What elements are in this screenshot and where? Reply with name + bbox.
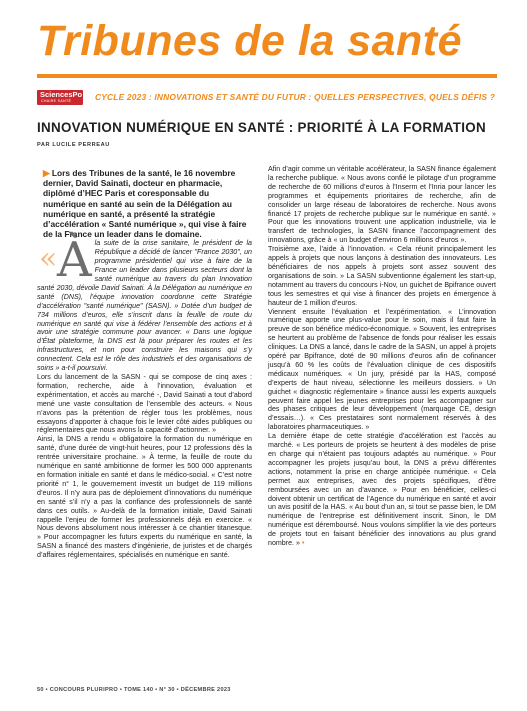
masthead: [37, 16, 497, 74]
left-column: [37, 168, 252, 560]
paragraph: Afin d’agir comme un véritable accélérateur, la SASN finance également la recherche publique. « Nous avons confié le pilotage d’un programme de recherche de 60 millions d’euros à l’Inserm et l’Inria pour lancer les programmes et équipements prioritaires de recherche, afin de consolider un large réseau de laboratoires de recherche. Nous avons financé 17 projets de recherche publique sur le numérique en santé. » Pour que les innovations trouvent une application industrielle, via le transfert de technologies, la SASN finance l’accompagnement des innovations, grâce à « un budget d’environ 6 millions d’euros ».: [268, 165, 496, 245]
intro-text: la suite de la crise sanitaire, le président de la République a décidé de lancer "France 2030", un programme présidentiel qui vise à faire de la France un leader dans plusieurs secteurs dont la santé numérique au travers du plan Innovation santé 2030, dévoile David Sainati. À la Délégation au numérique en santé (DNS), l’équipe innovation coordonne cette Stratégie d’accélération "santé numérique" (SASN). »: [37, 239, 252, 310]
end-mark: •: [301, 539, 305, 548]
paragraph: Lors du lancement de la SASN - qui se compose de cinq axes : formation, recherche, aide à l’innovation, évaluation et expérimentation, et accès au marché -, David Sainati a tout d’abord mené une vaste consultation de l’ensemble des acteurs. « Nous n’avons pas la prétention de régler tous les problèmes, nous essayons d’apporter à chaque fois le levier côté aides publiques ou réglementaires que nous avons la capacité d’actionner. »: [37, 373, 252, 435]
arrow-icon: ▶: [43, 168, 50, 178]
masthead-rule: [37, 74, 497, 78]
cycle-row: [37, 90, 497, 106]
open-quote-mark: «: [39, 241, 58, 277]
paragraph-text: La dernière étape de cette stratégie d’accélération est l’accès au marché. « Les porteurs de projets se heurtent à des modèles de prise en charge qui n’étaient pas toujours adaptés au numérique. » Pour accompagner les projets jusqu’au bout, la DNS a prévu différentes actions, notamment la prise en charge anticipée numérique. « Cela permet aux entreprises, avec des projets spécifiques, d’être remboursées avec un an d’avance. » Pour en bénéficier, celles-ci doivent obtenir un certificat de l’Agence du numérique en santé et avoir un avis positif de la HAS. « Au bout d’un an, si tout se passe bien, le DM numérique de l’entreprise est définitivement inscrit. Sinon, le DM numérique est déremboursé. Nous voulons simplifier la vie des porteurs de projets tout en faisant bénéficier des innovations au plus grand nombre. »: [268, 432, 496, 548]
intro-block: [37, 232, 252, 373]
sciencespo-logo: [37, 90, 83, 105]
paragraph: Viennent ensuite l’évaluation et l’expérimentation. « L’innovation numérique apporte une plus-value pour le soin, mais il faut faire la preuve de son bénéfice médico-économique. » Souvent, les entreprises se heurtent au problème de l’absence de fonds pour réaliser les essais cliniques. La DNS a lancé, dans le cadre de la SASN, un appel à projets opéré par Bpifrance, doté de 90 millions d’euros afin de cofinancer jusqu’à 60 % les coûts de l’évaluation clinique de ces dispositifs médicaux numériques. « Un jury, présidé par la HAS, composé d’experts de haut niveau, sélectionne les meilleurs dossiers. » Un guichet « diagnostic réglementaire » finance aussi les experts auxquels peuvent faire appel les jeunes entreprises pour les accompagner sur des phases critiques de leur développement (marquage CE, design d’essais…). « Ces prestataires sont normalement réservés à des laboratoires pharmaceutiques. »: [268, 307, 496, 432]
masthead-title: Tribunes de la santé: [37, 17, 463, 65]
paragraph: Dotée d’un budget de 734 millions d’euros, elle s’inscrit dans la feuille de route du numérique en santé qui vise à fédérer l’ensemble des actions et à avoir une stratégie commune pour avancer. « Dans une logique d’État plateforme, la DNS est là pour préparer les routes et les infrastructures, et non pour construire les maisons qui s’y connectent. Cela est le rôle des industriels et des organisations de soins » a-t-il poursuivi.: [37, 301, 252, 373]
paragraph: Troisième axe, l’aide à l’innovation. « Cela réunit principalement les appels à projets que nous lançons à destination des innovateurs. Les bénéficiaires de nos appels à projets sont assez souvent des organisations de soin. » La SASN subventionne également les start-up, notamment au travers du concours i-Nov, un guichet de Bpifrance ouvert tous les semestres et qui vise à financer des projets en émergence à hauteur de 1 million d’euros.: [268, 245, 496, 307]
article-headline: INNOVATION NUMÉRIQUE EN SANTÉ : PRIORITÉ À LA FORMATION: [37, 120, 486, 135]
paragraph: [268, 432, 496, 548]
page-footer: 50 • CONCOURS PLURIPRO • TOME 140 • N° 30 • DÉCEMBRE 2023: [37, 687, 231, 693]
right-column: [268, 165, 496, 548]
article-byline: PAR LUCILE PERREAU: [37, 142, 110, 148]
cycle-title: CYCLE 2023 : INNOVATIONS ET SANTÉ DU FUTUR : QUELLES PERSPECTIVES, QUELS DÉFIS ?: [95, 92, 496, 102]
logo-main-text: SciencesPo: [40, 90, 83, 99]
dropcap-letter: À: [57, 232, 92, 289]
article-lead: [37, 168, 252, 239]
logo-sub-text: CHAIRE SANTÉ: [41, 99, 72, 103]
lead-text: Lors des Tribunes de la santé, le 16 novembre dernier, David Sainati, docteur en pharmacie, diplômé d’HEC Paris et coresponsable du numérique en santé au sein de la Délégation au numérique en santé, a présenté la stratégie d’accélération « Santé numérique », qui vise à faire de la France un leader dans le domaine.: [43, 168, 247, 240]
paragraph: Ainsi, la DNS a rendu « obligatoire la formation du numérique en santé, d’une durée de vingt-huit heures, pour 12 professions dès la rentrée universitaire prochaine. » À terme, la feuille de route du numérique en santé ambitionne de former les 500 000 apprenants en formation initiale en santé et dans le médico-social. « C’est notre priorité n° 1, le gouvernement investit un budget de 119 millions d’euros. Il n’y aura pas de déploiement d’innovations du numérique en santé s’il n’y a pas la confiance des professionnels de santé dans ces outils. » Au-delà de la formation initiale, David Sainati rappelle l’enjeu de former les professionnels déjà en exercice. « Nous devons absolument nous intéresser à ce chantier titanesque. » Pour accompagner les futurs experts du numérique en santé, la SASN a financé des masters d’ingénierie, de juristes et de chargés d’affaires réglementaires, spécialisés en numérique en santé.: [37, 435, 252, 560]
